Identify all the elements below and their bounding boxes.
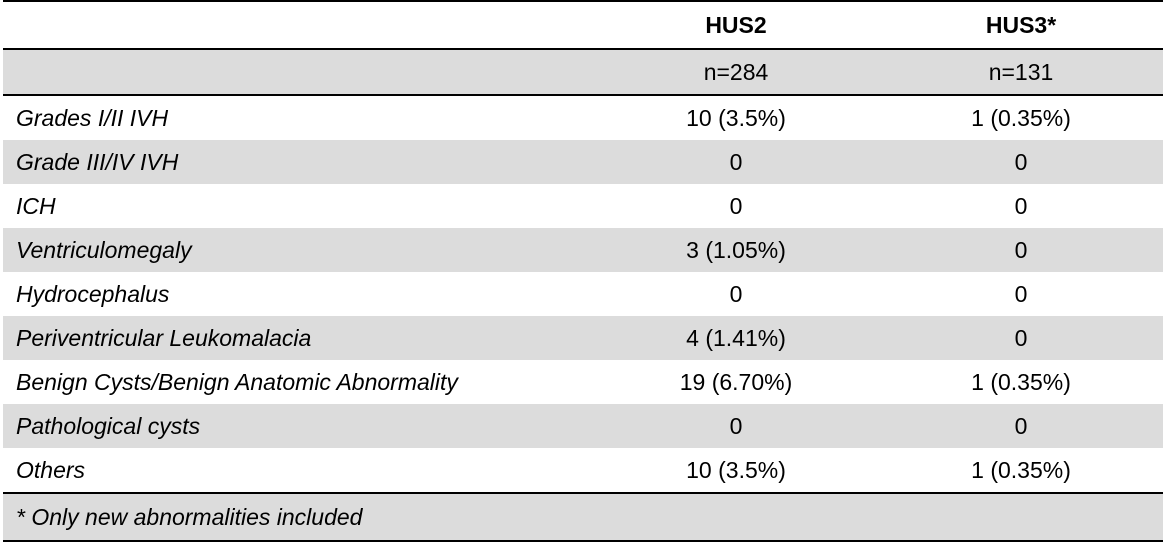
table-row bbox=[3, 404, 1163, 448]
table-row bbox=[3, 184, 1163, 228]
hus2-value: 0 bbox=[729, 280, 743, 307]
row-label: Grades I/II IVH bbox=[16, 104, 169, 131]
hus2-value: 3 (1.05%) bbox=[593, 228, 879, 272]
sample-size-row bbox=[3, 49, 1163, 95]
data-table bbox=[3, 0, 1163, 542]
table-row bbox=[3, 448, 1163, 493]
data-table-container bbox=[3, 0, 1163, 542]
hus3-value: 0 bbox=[879, 140, 1163, 184]
row-label: Hydrocephalus bbox=[16, 280, 170, 307]
table-row bbox=[3, 316, 1163, 360]
header-row bbox=[3, 1, 1163, 49]
hus3-value: 1 (0.35%) bbox=[971, 368, 1071, 395]
header-empty bbox=[3, 1, 593, 49]
table-row bbox=[3, 360, 1163, 404]
hus2-value: 0 bbox=[593, 140, 879, 184]
footnote-row bbox=[3, 493, 1163, 541]
hus2-value: 0 bbox=[593, 404, 879, 448]
row-label: Others bbox=[16, 456, 86, 483]
table-row bbox=[3, 95, 1163, 140]
hus2-value: 19 (6.70%) bbox=[679, 368, 793, 395]
n-empty bbox=[3, 49, 593, 95]
hus2-value: 10 (3.5%) bbox=[686, 456, 786, 483]
hus2-value: 0 bbox=[729, 192, 743, 219]
n-hus2: n=284 bbox=[593, 49, 879, 95]
row-label: Periventricular Leukomalacia bbox=[3, 316, 593, 360]
header-hus2: HUS2 bbox=[593, 1, 879, 49]
row-label: Benign Cysts/Benign Anatomic Abnormality bbox=[16, 368, 458, 395]
hus2-value: 10 (3.5%) bbox=[686, 104, 786, 131]
hus3-value: 0 bbox=[1014, 280, 1028, 307]
row-label: Pathological cysts bbox=[3, 404, 593, 448]
table-row bbox=[3, 228, 1163, 272]
table-row bbox=[3, 272, 1163, 316]
hus3-value: 0 bbox=[1014, 192, 1028, 219]
hus3-value: 1 (0.35%) bbox=[971, 456, 1071, 483]
table-row bbox=[3, 140, 1163, 184]
header-hus3: HUS3* bbox=[879, 1, 1163, 49]
hus3-value: 0 bbox=[879, 228, 1163, 272]
row-label: Ventriculomegaly bbox=[3, 228, 593, 272]
n-hus3: n=131 bbox=[879, 49, 1163, 95]
row-label: ICH bbox=[16, 192, 56, 219]
hus2-value: 4 (1.41%) bbox=[593, 316, 879, 360]
hus3-value: 1 (0.35%) bbox=[971, 104, 1071, 131]
hus3-value: 0 bbox=[879, 316, 1163, 360]
row-label: Grade III/IV IVH bbox=[3, 140, 593, 184]
footnote: * Only new abnormalities included bbox=[3, 493, 1163, 541]
hus3-value: 0 bbox=[879, 404, 1163, 448]
